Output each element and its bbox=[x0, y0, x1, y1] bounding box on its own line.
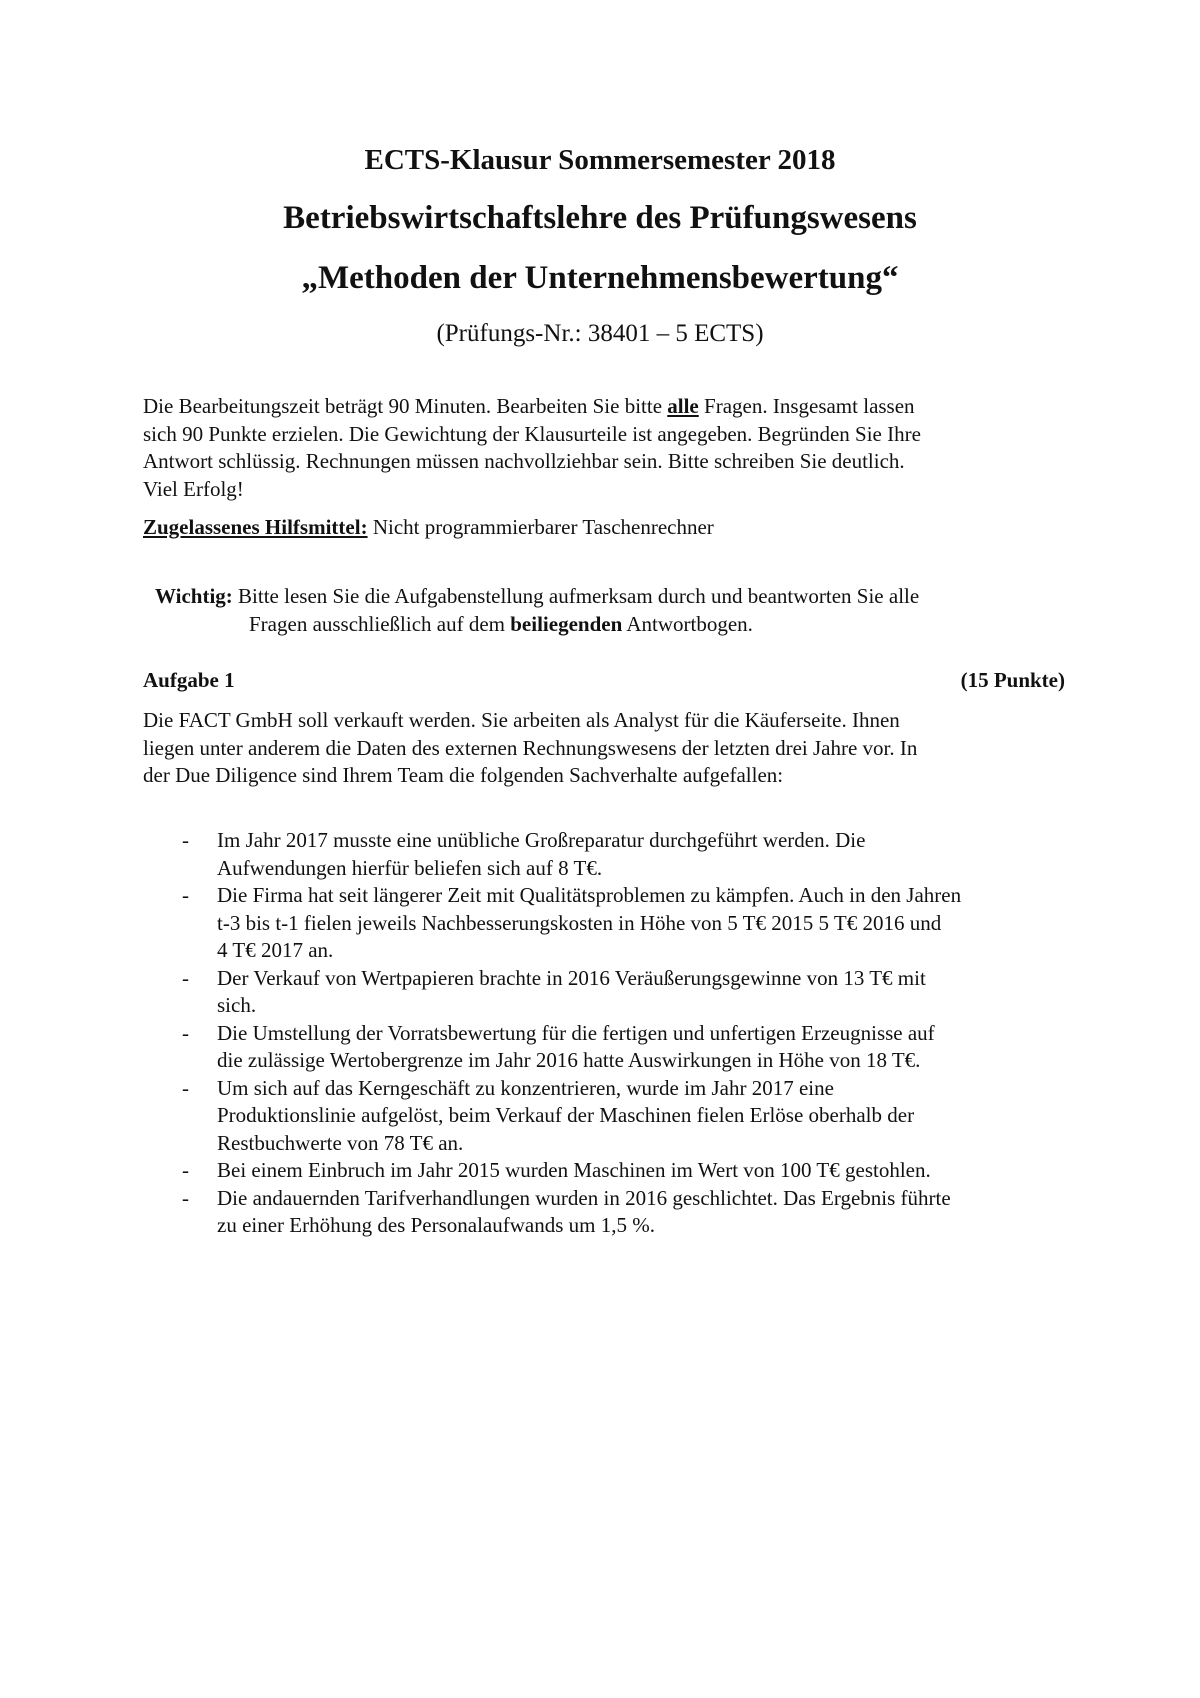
dash-bullet: - bbox=[182, 828, 189, 852]
allowed-aids bbox=[143, 514, 714, 542]
exam-header-title: ECTS-Klausur Sommersemester 2018 bbox=[364, 144, 836, 176]
list-item-text bbox=[217, 1075, 1065, 1158]
allowed-aids-label: Zugelassenes Hilfsmittel: bbox=[143, 515, 368, 539]
task-intro-line: der Due Diligence sind Ihrem Team die folgenden Sachverhalte aufgefallen: bbox=[143, 763, 784, 787]
important-text: Bitte lesen Sie die Aufgabenstellung aufmerksam durch und beantworten Sie alle bbox=[232, 584, 920, 608]
list-item-line: 4 T€ 2017 an. bbox=[217, 938, 334, 962]
task-points: (15 Punkte) bbox=[960, 668, 1065, 692]
instructions-emphasis-all: alle bbox=[667, 394, 699, 418]
important-notice bbox=[155, 583, 1055, 638]
list-item-line: Restbuchwerte von 78 T€ an. bbox=[217, 1130, 464, 1155]
list-item bbox=[0, 1075, 1200, 1158]
important-line bbox=[249, 611, 1055, 639]
important-text: Antwortbogen. bbox=[622, 611, 753, 636]
facts-list bbox=[0, 827, 1200, 1240]
task-title: Aufgabe 1 bbox=[143, 668, 235, 692]
list-item-line: Die andauernden Tarifverhandlungen wurden in 2016 geschlichtet. Das Ergebnis führte bbox=[217, 1185, 951, 1210]
course-title: Betriebswirtschaftslehre des Prüfungswesens bbox=[283, 200, 917, 236]
list-item-line: t-3 bis t-1 fielen jeweils Nachbesserungskosten in Höhe von 5 T€ 2015 5 T€ 2016 und bbox=[217, 910, 942, 935]
list-item-line: Die Umstellung der Vorratsbewertung für die fertigen und unfertigen Erzeugnisse auf bbox=[217, 1020, 935, 1045]
dash-bullet: - bbox=[182, 1075, 189, 1100]
important-emphasis: beiliegenden bbox=[510, 611, 623, 636]
list-item-line: Im Jahr 2017 musste eine unübliche Großreparatur durchgeführt werden. Die bbox=[217, 828, 866, 852]
list-item bbox=[0, 1157, 1200, 1185]
task-intro-paragraph bbox=[143, 707, 1065, 790]
list-item bbox=[0, 1020, 1200, 1075]
list-item-line: zu einer Erhöhung des Personalaufwands um 1,5 %. bbox=[217, 1213, 655, 1237]
allowed-aids-value: Nicht programmierbarer Taschenrechner bbox=[367, 515, 714, 539]
important-text: Fragen ausschließlich auf dem bbox=[249, 611, 511, 636]
list-item bbox=[0, 965, 1200, 1020]
list-item-text bbox=[217, 965, 1065, 1020]
dash-bullet: - bbox=[182, 883, 189, 907]
important-label: Wichtig: bbox=[155, 584, 233, 608]
dash-bullet: - bbox=[182, 1185, 189, 1210]
task-intro-line: Die FACT GmbH soll verkauft werden. Sie arbeiten als Analyst für die Käuferseite. Ihnen bbox=[143, 708, 900, 732]
list-item bbox=[0, 827, 1200, 882]
instructions-line bbox=[143, 393, 1063, 421]
dash-bullet: - bbox=[182, 1020, 189, 1045]
instructions-text: Fragen. Insgesamt lassen bbox=[698, 394, 915, 418]
list-item-line: sich. bbox=[217, 993, 257, 1017]
module-title: „Methoden der Unternehmensbewertung“ bbox=[301, 260, 899, 296]
list-item-line: Die Firma hat seit längerer Zeit mit Qualitätsproblemen zu kämpfen. Auch in den Jahren bbox=[217, 883, 962, 907]
list-item bbox=[0, 1185, 1200, 1240]
list-item-text bbox=[217, 827, 1065, 882]
list-item-text bbox=[217, 1020, 1065, 1075]
list-item-line: die zulässige Wertobergrenze im Jahr 2016 hatte Auswirkungen in Höhe von 18 T€. bbox=[217, 1048, 921, 1072]
list-item-line: Um sich auf das Kerngeschäft zu konzentrieren, wurde im Jahr 2017 eine bbox=[217, 1075, 834, 1100]
list-item-line: Aufwendungen hierfür beliefen sich auf 8 T€. bbox=[217, 855, 603, 880]
instructions-paragraph bbox=[143, 393, 1063, 503]
list-item bbox=[0, 882, 1200, 965]
list-item-line: Bei einem Einbruch im Jahr 2015 wurden Maschinen im Wert von 100 T€ gestohlen. bbox=[217, 1158, 931, 1182]
task-intro-line: liegen unter anderem die Daten des externen Rechnungswesens der letzten drei Jahre vor. In bbox=[143, 735, 918, 760]
important-line bbox=[155, 584, 919, 608]
list-item-line: Der Verkauf von Wertpapieren brachte in 2016 Veräußerungsgewinne von 13 T€ mit bbox=[217, 965, 926, 990]
instructions-line: Viel Erfolg! bbox=[143, 476, 244, 501]
dash-bullet: - bbox=[182, 965, 189, 990]
instructions-text: Die Bearbeitungszeit beträgt 90 Minuten. Bearbeiten Sie bitte bbox=[143, 394, 668, 418]
list-item-line: Produktionslinie aufgelöst, beim Verkauf der Maschinen fielen Erlöse oberhalb der bbox=[217, 1103, 915, 1127]
task-heading bbox=[143, 668, 1065, 693]
instructions-line: Antwort schlüssig. Rechnungen müssen nachvollziehbar sein. Bitte schreiben Sie deutlich. bbox=[143, 449, 905, 473]
list-item-text bbox=[217, 1157, 1065, 1185]
exam-number: (Prüfungs-Nr.: 38401 – 5 ECTS) bbox=[436, 320, 764, 347]
list-item-text bbox=[217, 882, 1065, 965]
instructions-line: sich 90 Punkte erzielen. Die Gewichtung der Klausurteile ist angegeben. Begründen Sie Ihre bbox=[143, 421, 921, 446]
list-item-text bbox=[217, 1185, 1065, 1240]
dash-bullet: - bbox=[182, 1158, 189, 1182]
